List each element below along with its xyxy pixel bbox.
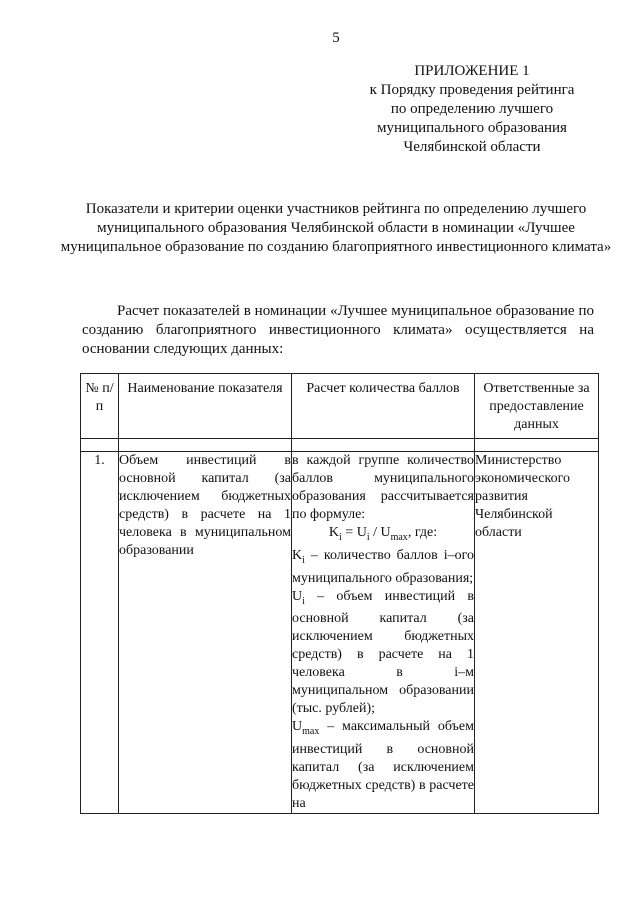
- document-title: Показатели и критерии оценки участников рейтинга по определению лучшего муниципального образования Челябинской области в номинации «Лучшее муниципальное образование по созданию благоприятного инвестиционного климата»: [60, 201, 612, 255]
- table-header-row: [81, 374, 599, 439]
- appendix-line: ПРИЛОЖЕНИЕ 1: [414, 63, 530, 79]
- formula: $K_i = U_i / U_{max}$, где:: [328, 525, 438, 543]
- definition-k: $K_i$ – количество баллов i–ого муниципального образования;: [292, 547, 474, 586]
- definition-u: $U_i$ – объем инвестиций в основной капитал (за исключением бюджетных средств) в расчете на 1 человека в i–м муниципальном образовании (тыс. рублей);: [292, 588, 474, 717]
- header-resp: Ответственные за предоставление данных: [475, 374, 599, 439]
- table-row: [81, 452, 599, 814]
- appendix-line: муниципального образования: [377, 120, 567, 136]
- header-calc: Расчет количества баллов: [292, 374, 475, 439]
- header-name: Наименование показателя: [119, 374, 292, 439]
- table-spacer-row: [81, 439, 599, 452]
- responsible-party: Министерство экономического развития Челябинской области: [475, 452, 599, 814]
- header-num: № п/п: [81, 374, 119, 439]
- row-number: 1.: [81, 452, 119, 814]
- appendix-header: [340, 62, 604, 157]
- indicator-name: Объем инвестиций в основной капитал (за исключением бюджетных средств) в расчете на 1 человека в муниципальном образовании: [119, 452, 292, 814]
- definition-umax: $U_{max}$ – максимальный объем инвестиций в основной капитал (за исключением бюджетных средств) в расчете на: [292, 719, 474, 812]
- appendix-line: по определению лучшего: [390, 101, 554, 117]
- calculation-cell: [292, 452, 475, 814]
- page-number: 5: [332, 30, 340, 46]
- criteria-table: [80, 373, 599, 814]
- appendix-line: к Порядку проведения рейтинга: [369, 82, 575, 98]
- intro-paragraph: Расчет показателей в номинации «Лучшее муниципальное образование по созданию благоприятного инвестиционного климата» осуществляется на основании следующих данных:: [82, 303, 594, 357]
- calc-intro: в каждой группе количество баллов муниципального образования рассчитывается по формуле:: [292, 453, 474, 522]
- appendix-line: Челябинской области: [403, 139, 541, 155]
